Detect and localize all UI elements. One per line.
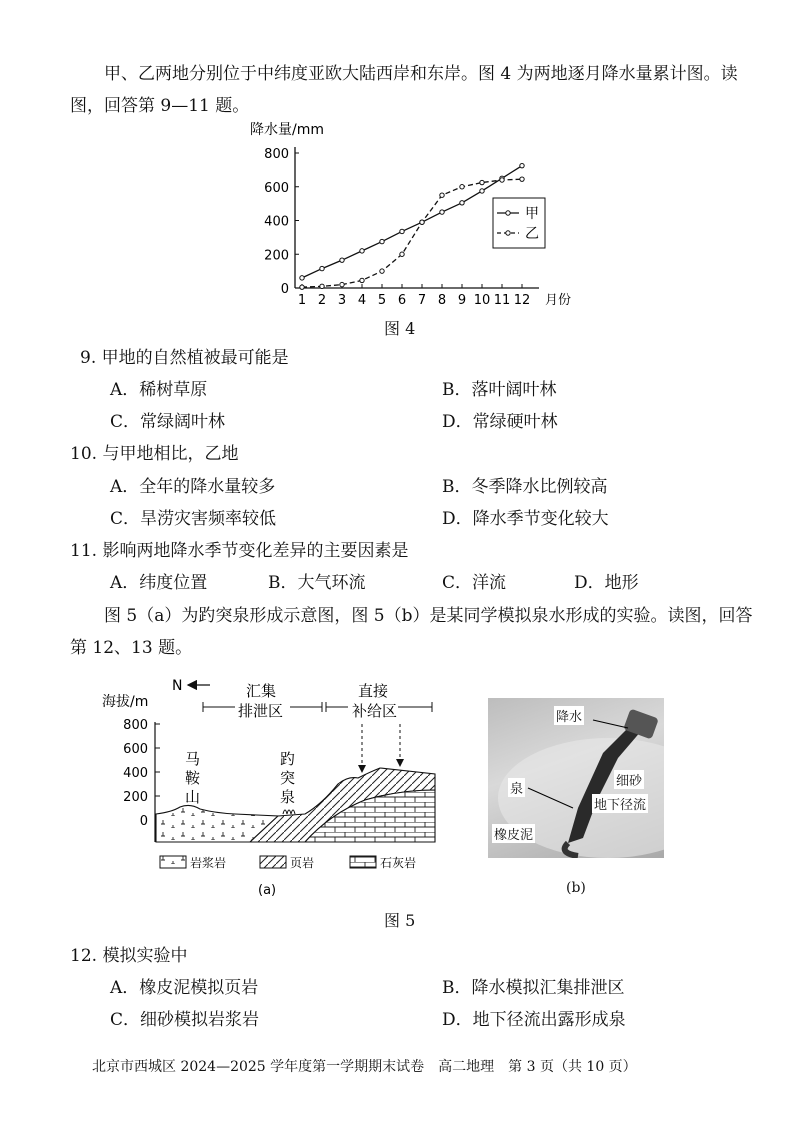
x-tick-label: 8 — [437, 293, 447, 308]
q12-option-d[interactable]: D．地下径流出露形成泉 — [442, 1010, 626, 1030]
zone2-line2: 补给区 — [352, 702, 398, 720]
q9-option-d[interactable]: D．常绿硬叶林 — [442, 412, 558, 432]
mountain-label-2: 鞍 — [185, 769, 201, 787]
q10-option-b[interactable]: B．冬季降水比例较高 — [442, 477, 608, 497]
mountain-label-1: 马 — [185, 750, 201, 768]
y-axis-label: 降水量/mm — [250, 122, 324, 138]
series-2-point — [440, 193, 444, 197]
x-tick-label: 11 — [493, 293, 511, 308]
series-2-point — [340, 282, 344, 286]
series-1-point — [480, 189, 484, 193]
q11-option-c[interactable]: C．洋流 — [442, 573, 507, 593]
fig4-caption: 图 4 — [384, 319, 416, 338]
q11-option-d[interactable]: D．地形 — [574, 573, 639, 593]
x-tick-label: 10 — [473, 293, 491, 308]
x-tick-label: 4 — [357, 293, 367, 308]
series-1-point — [320, 266, 324, 270]
q12-option-b[interactable]: B．降水模拟汇集排泄区 — [442, 978, 625, 998]
legend-marker-1 — [506, 211, 510, 215]
y-tick-label: 400 — [264, 214, 289, 230]
mountain-label-3: 山 — [185, 788, 201, 806]
q11-stem: 11. 影响两地降水季节变化差异的主要因素是 — [70, 541, 409, 561]
series-2-point — [400, 252, 404, 256]
sand-label: 细砂 — [614, 770, 644, 789]
series-2-point — [300, 285, 304, 289]
q11-option-b[interactable]: B．大气环流 — [268, 573, 366, 593]
fig5b-sublabel: (b) — [566, 880, 586, 896]
zone2-line1: 直接 — [358, 682, 389, 700]
q9-option-c[interactable]: C．常绿阔叶林 — [110, 412, 226, 432]
q10-option-c[interactable]: C．旱涝灾害频率较低 — [110, 509, 277, 529]
x-tick-label: 2 — [317, 293, 327, 308]
y-tick-label: 200 — [264, 248, 289, 264]
legend-label-2: 乙 — [525, 226, 539, 242]
north-label: N — [172, 678, 183, 694]
zone1-line1: 汇集 — [246, 682, 277, 700]
intro2-line-2: 第 12、13 题。 — [70, 638, 193, 658]
series-1-point — [380, 239, 384, 243]
series-2-point — [480, 180, 484, 184]
x-tick-label: 9 — [457, 293, 467, 308]
series-2-point — [520, 177, 524, 181]
series-1-point — [300, 276, 304, 280]
fig5a-sublabel: (a) — [258, 883, 277, 898]
intro-line-1: 甲、乙两地分别位于中纬度亚欧大陆西岸和东岸。图 4 为两地逐月降水量累计图。读 — [104, 64, 738, 84]
y-tick-label: 0 — [280, 282, 289, 297]
x-tick-label: 3 — [337, 293, 347, 308]
series-1-point — [440, 210, 444, 214]
spring-cross-section-diagram — [100, 672, 450, 902]
series-2-point — [380, 269, 384, 273]
x-tick-label: 1 — [297, 293, 307, 308]
spring-label-1: 趵 — [280, 750, 296, 768]
fig5a-ytick: 600 — [123, 742, 148, 757]
legend-label-1: 甲 — [525, 206, 539, 222]
x-tick-label: 5 — [377, 293, 387, 308]
q10-option-d[interactable]: D．降水季节变化较大 — [442, 509, 609, 529]
series-1-point — [520, 163, 524, 167]
series-2-point — [420, 220, 424, 224]
x-axis-label: 月份 — [545, 293, 572, 308]
q9-option-a[interactable]: A．稀树草原 — [110, 380, 208, 400]
series-line-1 — [302, 166, 522, 278]
x-tick-label: 12 — [513, 293, 531, 308]
clay-label: 橡皮泥 — [492, 824, 535, 843]
fig5a-ytick: 200 — [123, 790, 148, 805]
q12-stem: 12. 模拟实验中 — [70, 946, 188, 966]
experiment-photo — [488, 698, 664, 858]
spring-label-3: 泉 — [280, 788, 296, 806]
y-tick-label: 600 — [264, 180, 289, 196]
elevation-axis-label: 海拔/m — [102, 694, 149, 710]
cumulative-precipitation-chart — [240, 120, 590, 315]
series-line-2 — [302, 179, 522, 287]
spring-label-2: 突 — [280, 769, 296, 787]
legend-limestone: 石灰岩 — [380, 856, 417, 870]
q12-option-c[interactable]: C．细砂模拟岩浆岩 — [110, 1010, 260, 1030]
fig5a-ytick: 0 — [139, 814, 148, 829]
q9-option-b[interactable]: B．落叶阔叶林 — [442, 380, 557, 400]
q12-option-a[interactable]: A．橡皮泥模拟页岩 — [110, 978, 259, 998]
q10-option-a[interactable]: A．全年的降水量较多 — [110, 477, 276, 497]
intro-line-2: 图，回答第 9—11 题。 — [70, 96, 250, 116]
spring-label: 泉 — [508, 778, 525, 797]
legend-shale: 页岩 — [290, 856, 315, 870]
q9-stem: 9. 甲地的自然植被最可能是 — [80, 348, 289, 368]
series-1-point — [460, 201, 464, 205]
series-2-point — [460, 185, 464, 189]
page-footer: 北京市西城区 2024—2025 学年度第一学期期末试卷 高二地理 第 3 页（共 10 页） — [92, 1059, 637, 1075]
series-2-point — [320, 284, 324, 288]
q10-stem: 10. 与甲地相比，乙地 — [70, 444, 239, 464]
series-1-point — [340, 258, 344, 262]
x-tick-label: 6 — [397, 293, 407, 308]
x-tick-label: 7 — [417, 293, 427, 308]
q11-option-a[interactable]: A．纬度位置 — [110, 573, 208, 593]
intro2-line-1: 图 5（a）为趵突泉形成示意图，图 5（b）是某同学模拟泉水形成的实验。读图，回答 — [104, 606, 753, 626]
legend-marker-2 — [506, 231, 510, 235]
fig5a-ytick: 400 — [123, 766, 148, 781]
runoff-label: 地下径流 — [592, 794, 648, 813]
legend-igneous: 岩浆岩 — [190, 856, 227, 870]
fig5a-ytick: 800 — [123, 718, 148, 733]
fig5-caption: 图 5 — [384, 911, 416, 930]
rain-label: 降水 — [554, 706, 584, 725]
series-1-point — [400, 229, 404, 233]
zone1-line2: 排泄区 — [238, 702, 284, 720]
y-tick-label: 800 — [264, 147, 289, 162]
series-2-point — [360, 278, 364, 282]
series-2-point — [500, 178, 504, 182]
series-1-point — [360, 249, 364, 253]
spring-water-icon — [283, 810, 295, 814]
